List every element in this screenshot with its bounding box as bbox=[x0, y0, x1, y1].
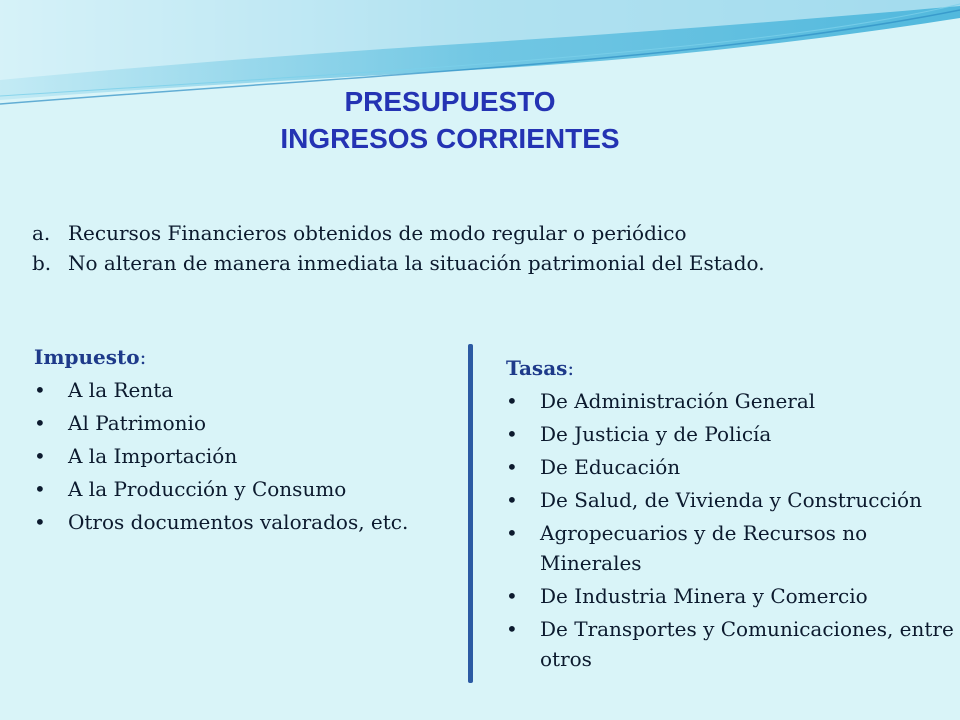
tasas-list bbox=[506, 386, 956, 674]
definition-item-a bbox=[32, 218, 772, 248]
definition-text: Recursos Financieros obtenidos de modo regular o periódico bbox=[68, 221, 687, 245]
list-item: • Otros documentos valorados, etc. bbox=[34, 507, 464, 537]
impuesto-column bbox=[34, 342, 464, 540]
list-item: • De Salud, de Vivienda y Construcción bbox=[506, 485, 956, 515]
tasas-heading: Tasas: bbox=[506, 356, 575, 380]
list-item: • De Transportes y Comunicaciones, entre otros bbox=[506, 614, 956, 674]
definition-list bbox=[32, 218, 772, 278]
tasas-column bbox=[506, 353, 956, 677]
list-item: • De Industria Minera y Comercio bbox=[506, 581, 956, 611]
definition-item-b bbox=[32, 248, 772, 278]
list-item: • De Educación bbox=[506, 452, 956, 482]
definition-marker: a. bbox=[32, 221, 51, 245]
list-item: • Al Patrimonio bbox=[34, 408, 464, 438]
list-item: • Agropecuarios y de Recursos no Minerales bbox=[506, 518, 956, 578]
column-divider bbox=[468, 344, 473, 683]
list-item: • De Administración General bbox=[506, 386, 956, 416]
title-line-1: PRESUPUESTO bbox=[344, 86, 556, 117]
list-item: • De Justicia y de Policía bbox=[506, 419, 956, 449]
definition-marker: b. bbox=[32, 251, 52, 275]
list-item: • A la Importación bbox=[34, 441, 464, 471]
title-line-2: INGRESOS CORRIENTES bbox=[280, 123, 620, 154]
definition-text: No alteran de manera inmediata la situación patrimonial del Estado. bbox=[68, 251, 765, 275]
list-item: • A la Renta bbox=[34, 375, 464, 405]
list-item: • A la Producción y Consumo bbox=[34, 474, 464, 504]
impuesto-list bbox=[34, 375, 464, 537]
impuesto-heading: Impuesto: bbox=[34, 345, 147, 369]
